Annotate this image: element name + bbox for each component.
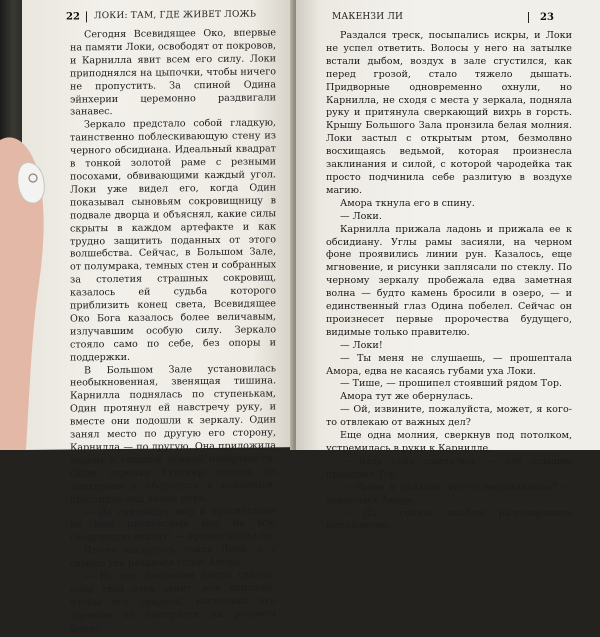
paragraph: В Большом Зале установилась необыкновенная, звенящая тишина. Карнилла поднялась по ступенькам, Один протянул ей навстречу руку, и вместе они подошли к зеркалу. Один занял место по другую его сторону, Карнилла — по другую. Она приложила ладонь к гладкой темной поверхности. Один передал Гунгнир одному из эйнхериев и обернулся к поданным, простирая над залом руки. xyxy=(70,362,276,506)
left-running-header: ЛОКИ: ТАМ, ГДЕ ЖИВЕТ ЛОЖЬ xyxy=(94,9,257,22)
paragraph: Амора ткнула его в спину. xyxy=(340,197,475,209)
header-divider xyxy=(528,12,529,23)
paragraph: — Локи. xyxy=(340,210,382,222)
paragraph: Амора тут же обернулась. xyxy=(340,391,474,403)
right-running-header: МАКЕНЗИ ЛИ xyxy=(332,12,404,22)
paragraph: — Ну что, покрасим плиты сейчас, пока твой отец занят, или попозже, чтобы все увидели, насколько его одеяние не смотрится на розовом фоне? xyxy=(70,569,276,635)
paragraph: — Разве я сказала что-то неприличное? — удивилась Амора. xyxy=(326,481,572,506)
paragraph: — Ведь себя прилично, — еле слышно процедил Тор. xyxy=(326,455,572,480)
paragraph: — Да снизойдет мир и процветание на наш прекрасный мир на всю следующую декаду! — провозгласил он. xyxy=(70,504,276,544)
right-page-text xyxy=(326,30,572,533)
left-page-number: 22 xyxy=(66,11,80,23)
paragraph: Зеркало предстало собой гладкую, таинственно поблескивающую стену из черного обсидиана. Идеальный квадрат в тонкой золотой раме с резными посохами, обвивающими каждый угол. Локи уже видел его, когда Один показывал сыновьям сокровищницу в подвале дворца и объяснял, какие силы скрыты в каждом артефакте и как трудно защитить поданных от этого волшебства. Сейчас, в Большом Зале, от полумрака, темных стен и собранных за столетия страшных сокровищ, казалось ей судьба которого приблизить конец света, Всевидящее Око Бога казалось более величавым, излучавшим особую силу. Зеркало стояло само по себе, без опоры и поддержки. xyxy=(70,117,276,364)
paragraph: Что-то коснулось локтя Локи, а у самого уха раздался голос Амора: xyxy=(70,543,276,570)
paragraph: — Да... сейчас вообще разговаривать неприлично. xyxy=(326,507,572,532)
right-page xyxy=(296,0,600,532)
paragraph: — Локи! xyxy=(340,339,383,351)
paragraph: Еще одна молния, сверкнув под потолком, устремилась в руки к Карнилле. xyxy=(326,430,572,454)
right-page-number: 23 xyxy=(540,12,554,23)
paragraph: Сегодня Всевидящее Око, впервые на памяти Локи, освободят от покровов, и Карнилла явит всем его силу. Локи приподнялся на цыпочки, чтобы ничего не пропустить. За спиной Одина эйнхерии церемонно раздвигали занавес. xyxy=(70,27,276,118)
header-divider xyxy=(86,11,87,22)
open-book xyxy=(22,0,600,635)
paragraph: — Ты меня не слушаешь, — прошептала Амора, едва не касаясь губами уха Локи. xyxy=(326,352,572,377)
paragraph: — Ой, извините, пожалуйста, может, я кого-то отвлекаю от важных дел? xyxy=(326,404,572,429)
left-page xyxy=(22,0,294,635)
paragraph: Карнилла прижала ладонь и прижала ее к обсидиану. Углы рамы засияли, на черном фоне проявились линии рун. Казалось, еще мгновение, и рисунки заплясали по стеклу. По черному зеркалу пробежала едва заметная волна — будто камень бросили в озеро, — и единственный глаз Одина побелел. Сейчас он произнесет первые пророчества будущего, видимые только правителю. xyxy=(326,223,572,338)
left-page-text xyxy=(70,27,276,636)
paragraph: — Тише, — прошипел стоявший рядом Тор. xyxy=(340,378,563,390)
painted-nail xyxy=(18,162,45,203)
paragraph: Раздался треск, посыпались искры, и Локи не успел ответить. Волосы у него на затылке встали дыбом, воздух в зале сгустился, как перед грозой, стало тяжело дышать. Придворные одновременно охнули, но Карнилла, не сходя с места у зеркала, подняла руку и притянула сверкающий вихрь в горсть. Крышу Большого Зала пронзила белая молния. Локи застыл с открытым ртом, безмолвно восхищаясь ведьмой, которая произнесла заклинания и силой, с которой чародейка так просто подчинила себе разлитую в воздухе магию. xyxy=(326,30,572,196)
holding-hand xyxy=(0,120,60,450)
